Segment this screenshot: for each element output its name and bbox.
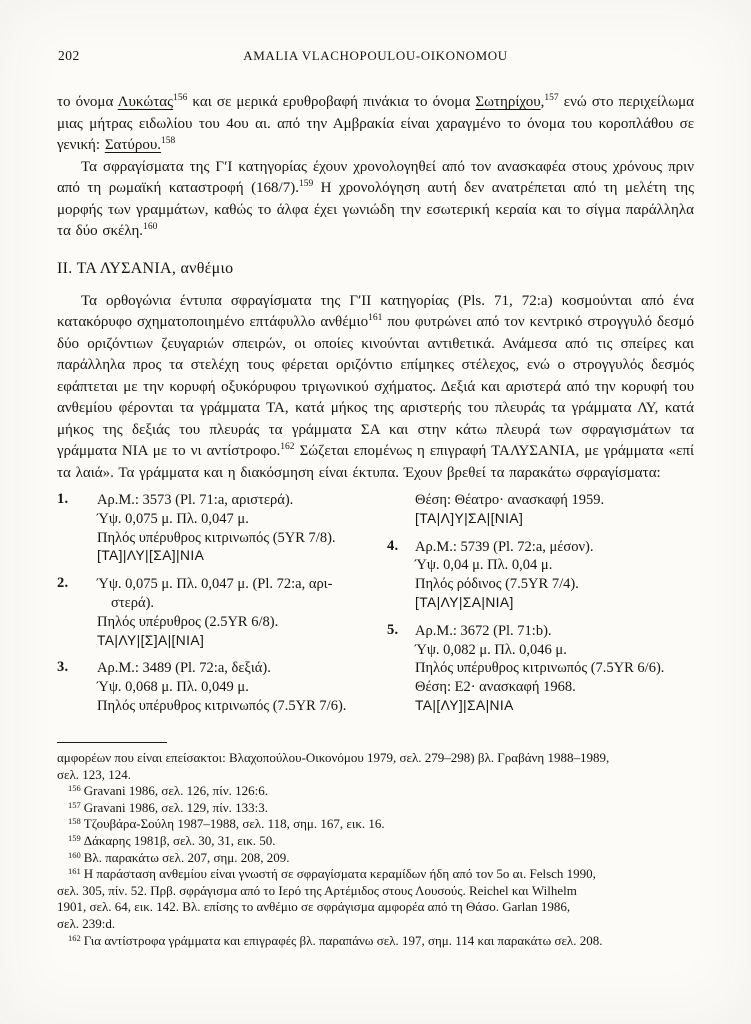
entry-line: Ύψ. 0,04 μ. Πλ. 0,04 μ. (415, 557, 553, 574)
footnote-number: 159 (68, 832, 81, 843)
entry-line: Αρ.Μ.: 3672 (Pl. 71:b). (415, 622, 552, 639)
footnote-text: Βλ. παρακάτω σελ. 207, σημ. 208, 209. (83, 849, 290, 865)
section-heading: ΙΙ. ΤΑ ΛΥΣΑΝΙΑ, ανθέμιο (57, 259, 234, 277)
catalog-column-left (57, 491, 387, 725)
entry-line: Αρ.Μ.: 3489 (Pl. 72:a, δεξιά). (97, 660, 271, 677)
entry-body (415, 622, 694, 716)
paragraph-1 (57, 92, 694, 157)
footnote-line: σελ. 305, πίν. 52. Πρβ. σφράγισμα από το Ιερό της Αρτέμιδος στους Λουσούς. Reichel και Wilhelm (57, 882, 577, 898)
footnote-continuation (57, 750, 699, 783)
footnote-ref-161: 161 (368, 313, 383, 323)
entry-line: στερά). (111, 594, 155, 611)
entry-number-empty (387, 491, 415, 529)
paragraph-2-text: Η χρονολόγηση αυτή δεν ανατρέπεται από τη μελέτη της μορφής των γραμμάτων, καθώς το άλφα έχει γωνιώδη την εσωτερική κεραία και το σίγμα παράλληλα τα δύο σκέλη. (57, 180, 695, 239)
footnote-number: 157 (68, 799, 81, 810)
entry-line: Πηλός υπέρυθρος κιτρινωπός (7.5YR 7/6). (97, 697, 347, 714)
running-head (57, 48, 694, 68)
entry-line: Ύψ. 0,068 μ. Πλ. 0,049 μ. (97, 679, 249, 696)
stamp-inscription: [ΤΑ|ΛΥ|ΣΑ|ΝΙΑ] (415, 594, 514, 610)
footnote-ref-158: 158 (161, 136, 176, 146)
footnote-line: 1901, σελ. 64, εικ. 142. Βλ. επίσης το ανθέμιο σε σφράγισμα αμφορέα από τη Θάσο. Garlan 1986, (57, 899, 571, 915)
entry-number: 4. (387, 537, 399, 554)
footnote-text: Για αντίστροφα γράμματα και επιγραφές βλ. παραπάνω σελ. 197, σημ. 114 και παρακάτω σελ. 208. (83, 932, 603, 948)
paragraph-1-text: , (540, 94, 545, 110)
footnote-160 (57, 850, 699, 867)
entry-line: Ύψ. 0,075 μ. Πλ. 0,047 μ. (Pl. 72:a, αρι- (97, 576, 333, 593)
entry-line: Θέση: Ε2· ανασκαφή 1968. (415, 679, 576, 696)
catalog-entry-3-continuation (387, 491, 694, 529)
entry-line: Αρ.Μ.: 3573 (Pl. 71:a, αριστερά). (97, 492, 294, 508)
footnotes-section (57, 742, 699, 949)
catalog-entry-1 (57, 491, 387, 566)
entry-number: 3. (57, 659, 69, 676)
footnote-ref-159: 159 (298, 179, 314, 189)
entry-line: Πηλός υπέρυθρος κιτρινωπός (7.5YR 6/6). (415, 660, 665, 677)
footnote-159 (57, 833, 699, 850)
catalog-list (57, 491, 694, 725)
stamp-inscription: ΤΑ|[ΛΥ]|ΣΑ|ΝΙΑ (415, 697, 514, 713)
footnote-separator-rule (57, 742, 167, 743)
catalog-column-right (387, 491, 694, 725)
footnote-text: Δάκαρης 1981β, σελ. 30, 31, εικ. 50. (83, 832, 276, 848)
footnote-number: 162 (68, 932, 81, 943)
footnote-162 (57, 933, 699, 950)
footnote-line: σελ. 123, 124. (57, 766, 132, 782)
underlined-name-satyrou: Σατύρου. (104, 137, 162, 153)
page-number: 202 (58, 48, 80, 63)
footnote-156 (57, 783, 699, 800)
entry-body (415, 538, 694, 613)
entry-number: 1. (57, 491, 69, 507)
footnote-161 (57, 866, 699, 932)
entry-body (97, 491, 387, 566)
paragraph-3-text: που φυτρώνει από τον κεντρικό στρογγυλό δεσμό δύο οριζόντιων ζευγαριών σπειρών, οι οποίες κινούνται αντιθετικά. Ανάμεσα από τις σπείρες και παράλληλα προς τα στελέχη τους φέρεται οριζόντιο επίμηκες στέλεχος, ενώ ο στρογγυλός δεσμός εφάπτεται με την κορυφή οξυκόρυφου τριγωνικού σχήματος. Δεξιά και αριστερά από την κορυφή του ανθεμίου φέρονται τα γράμματα ΤΑ, κατά μήκος της αριστερής του πλευράς τα γράμματα ΛΥ, κατά μήκος της δεξιάς του πλευράς τα γράμματα ΣΑ και στην κάτω πλευρά των σφραγισμάτων τα γράμματα ΝΙΑ με το νι αντίστροφο. (57, 314, 695, 459)
catalog-entry-5 (387, 622, 694, 716)
paragraph-1-text: ενώ στο περιχείλωμα μιας μήτρας ειδωλίου του 4ου αι. από την Αμβρακία είναι χαραγμένο το όνομα του κοροπλάθου σε γενική: (57, 94, 695, 153)
footnote-number: 160 (68, 849, 81, 860)
underlined-name-soterichou: Σωτηρίχου (475, 94, 541, 110)
footnote-text: Gravani 1986, σελ. 126, πίν. 126:6. (83, 783, 268, 799)
underlined-name-lykotas: Λυκώτας (117, 94, 174, 110)
footnote-number: 156 (68, 783, 81, 794)
paragraph-3 (57, 291, 694, 485)
paragraph-2-text: Τα σφραγίσματα της Γ′Ι κατηγορίας έχουν χρονολογηθεί από τον ανασκαφέα στους χρόνους πριν από τη ρωμαϊκή καταστροφή (168/7). (57, 158, 694, 196)
paragraph-2 (57, 157, 694, 243)
entry-number: 5. (387, 621, 399, 638)
running-title: AMALIA VLACHOPOULOU-OIKONOMOU (243, 48, 508, 63)
footnote-157 (57, 800, 699, 817)
paragraph-1-text: και σε μερικά ερυθροβαφή πινάκια το όνομα (187, 94, 476, 110)
entry-line: Ύψ. 0,082 μ. Πλ. 0,046 μ. (415, 641, 567, 658)
stamp-inscription: [ΤΑ]|ΛΥ|[ΣΑ]|ΝΙΑ (97, 548, 205, 564)
footnote-158 (57, 816, 699, 833)
footnote-line: σελ. 239:d. (57, 915, 116, 931)
footnote-ref-156: 156 (173, 93, 188, 103)
paragraph-3-text: Τα ορθογώνια έντυπα σφραγίσματα της Γ′ΙΙ κατηγορίας (Pls. 71, 72:a) κοσμούνται από ένα κατακόρυφο σχηματοποιημένο επτάφυλλο ανθέμιο (57, 292, 694, 330)
entry-line: Θέση: Θέατρο· ανασκαφή 1959. (415, 492, 605, 508)
entry-line: Πηλός υπέρυθρος κιτρινωπός (5YR 7/8). (97, 529, 336, 546)
entry-number: 2. (57, 575, 69, 592)
entry-body (97, 659, 387, 715)
body-text (57, 92, 694, 725)
footnote-ref-160: 160 (143, 222, 158, 232)
paragraph-1-text: το όνομα (57, 94, 118, 110)
entry-line: Πηλός ρόδινος (7.5YR 7/4). (415, 576, 579, 593)
footnote-line (57, 866, 699, 883)
entry-line: Πηλός υπέρυθρος (2.5YR 6/8). (97, 613, 279, 630)
entry-body (97, 575, 387, 650)
footnote-line: αμφορέων που είναι επείσακτοι: Βλαχοπούλου-Οικονόμου 1979, σελ. 279–298) βλ. Γραβάνη 1988–1989, (57, 750, 610, 765)
entry-body (415, 491, 694, 529)
stamp-inscription: ΤΑ|ΛΥ|[Σ]Α|[ΝΙΑ] (97, 632, 205, 648)
stamp-inscription: [ΤΑ|Λ]Υ|ΣΑ|[ΝΙΑ] (415, 510, 524, 526)
paragraph-3-text: Σώζεται επομένως η επιγραφή ΤΑΛΥΣΑΝΙΑ, με γράμματα «επί τα λαιά». Τα γράμματα και η διακόσμηση είναι έκτυπα. Έχουν βρεθεί τα παρακάτω σφραγίσματα: (57, 443, 694, 481)
footnote-number: 158 (68, 816, 81, 827)
footnote-text: Τζουβάρα-Σούλη 1987–1988, σελ. 118, σημ. 167, εικ. 16. (83, 816, 385, 832)
footnote-ref-162: 162 (280, 442, 295, 452)
entry-line: Ύψ. 0,075 μ. Πλ. 0,047 μ. (97, 510, 249, 527)
catalog-entry-3 (57, 659, 387, 715)
footnote-number: 161 (68, 866, 81, 877)
entry-line: Αρ.Μ.: 5739 (Pl. 72:a, μέσον). (415, 538, 594, 555)
footnote-text: Gravani 1986, σελ. 129, πίν. 133:3. (83, 799, 268, 815)
footnote-ref-157: 157 (544, 93, 559, 103)
catalog-entry-4 (387, 538, 694, 613)
catalog-entry-2 (57, 575, 387, 650)
footnote-text: Η παράσταση ανθεμίου είναι γνωστή σε σφραγίσματα κεραμίδων ήδη από τον 5ο αι. Felsch 1990, (83, 866, 596, 882)
